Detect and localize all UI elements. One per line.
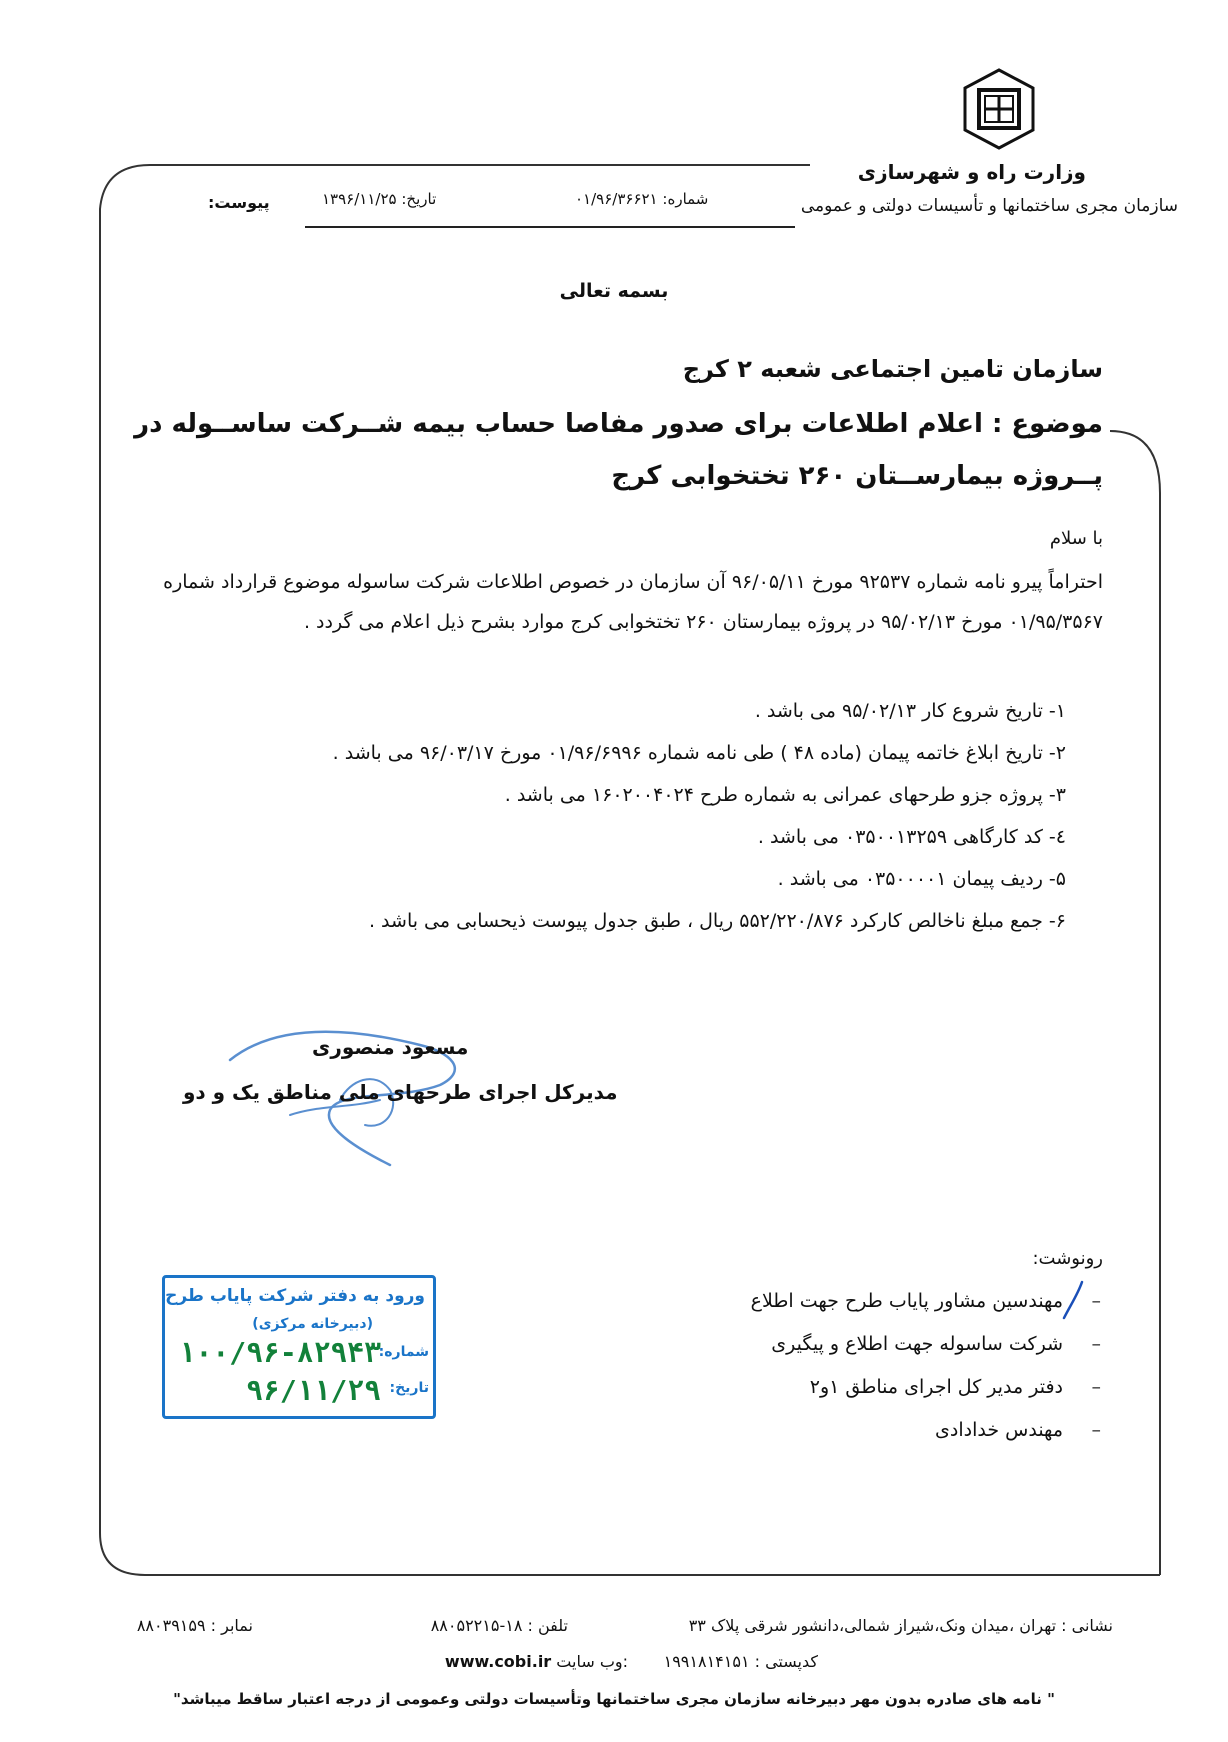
list-item: ۶- جمع مبلغ ناخالص کارکرد ۵۵۲/۲۲۰/۸۷۶ ریال ، طبق جدول پیوست ذیحسابی می باشد . [368, 910, 1066, 932]
attachment-label: پیوست: [208, 193, 270, 212]
header-rule [305, 226, 795, 228]
stamp-date-label: تاریخ: [389, 1380, 429, 1396]
list-item: شرکت ساسوله جهت اطلاع و پیگیری – [363, 1323, 1063, 1366]
list-item: دفتر مدیر کل اجرای مناطق ۱و۲ – [363, 1366, 1063, 1409]
signer-name: مسعود منصوری [312, 1035, 469, 1059]
copies-list [363, 1280, 1063, 1452]
footer-fax: نمابر : ۸۸۰۳۹۱۵۹ [136, 1616, 253, 1635]
list-item: مهندسین مشاور پایاب طرح جهت اطلاع – [363, 1280, 1063, 1323]
list-item: مهندس خدادادی – [363, 1409, 1063, 1452]
list-item: ۳- پروژه جزو طرحهای عمرانی به شماره طرح ۱۶۰۲۰۰۴۰۲۴ می باشد . [504, 784, 1066, 806]
list-item: ۵- ردیف پیمان ۰۳۵۰۰۰۰۱ می باشد . [777, 868, 1066, 890]
letter-date-label: تاریخ: [401, 190, 437, 208]
organization-name: سازمان مجری ساختمانها و تأسیسات دولتی و عمومی [800, 196, 1178, 216]
list-item: ۲- تاریخ ابلاغ خاتمه پیمان (ماده ۴۸ ) طی نامه شماره ۰۱/۹۶/۶۹۹۶ مورخ ۹۶/۰۳/۱۷ می باشد . [332, 742, 1066, 764]
footer-address: نشانی : تهران ،میدان ونک،شیراز شمالی،دانشور شرقی پلاک ۳۳ [688, 1616, 1113, 1635]
letter-date [322, 190, 436, 208]
letter-number-label: شماره: [662, 190, 709, 208]
intro-paragraph: احتراماً پیرو نامه شماره ۹۲۵۳۷ مورخ ۹۶/۰۵/۱۱ آن سازمان در خصوص اطلاعات شرکت ساسوله موضوع قرارداد شماره ۰۱/۹۵/۳۵۶۷ مورخ ۹۵/۰۲/۱۳ در پروژه بیمارستان ۲۶۰ تختخوابی کرج موارد بشرح ذیل اعلام می گردد . [163, 571, 1103, 633]
letter-number-value: ۰۱/۹۶/۳۶۶۲۱ [575, 190, 658, 208]
incoming-stamp [162, 1275, 436, 1419]
signer-title: مدیرکل اجرای طرحهای ملی مناطق یک و دو [183, 1080, 618, 1104]
stamp-subtitle: (دبیرخانه مرکزی) [252, 1316, 373, 1332]
handwritten-check-icon [1060, 1280, 1086, 1320]
stamp-date-value: ۹۶/۱۱/۲۹ [246, 1374, 381, 1407]
copies-title: رونوشت: [1032, 1248, 1103, 1269]
stamp-number-label: شماره: [378, 1344, 429, 1360]
subject-line: موضوع : اعلام اطلاعات برای صدور مفاصا حساب بیمه شــرکت ساســوله در پــروژه بیمارســتان ۲۶۰ تختخوابی کرج [134, 409, 1103, 491]
greeting: با سلام [1049, 528, 1103, 549]
ministry-name: وزارت راه و شهرسازی [857, 160, 1086, 184]
website-label: وب سایت: [556, 1652, 628, 1671]
footer-website [445, 1652, 628, 1671]
stamp-title: ورود به دفتر شرکت پایاب طرح [165, 1286, 425, 1306]
info-items-list [66, 690, 1066, 942]
footer-postal-code: کدپستی : ۱۹۹۱۸۱۴۱۵۱ [663, 1652, 818, 1671]
footer-phone: تلفن : ۱۸-۸۸۰۵۲۲۱۵ [430, 1616, 568, 1635]
list-item: ۱- تاریخ شروع کار ۹۵/۰۲/۱۳ می باشد . [754, 700, 1066, 722]
recipient: سازمان تامین اجتماعی شعبه ۲ کرج [682, 355, 1103, 383]
basmala: بسمه تعالی [559, 280, 669, 302]
footer-disclaimer: " نامه های صادره بدون مهر دبیرخانه سازمان مجری ساختمانها وتأسیسات دولتی وعمومی از درجه اعتبار ساقط میباشد" [173, 1690, 1055, 1708]
ministry-logo-icon [963, 68, 1035, 150]
stamp-number-value: ۱۰۰/۹۶-۸۲۹۴۳ [178, 1336, 381, 1369]
letter-date-value: ۱۳۹۶/۱۱/۲۵ [322, 190, 397, 208]
list-item: ٤- کد کارگاهی ۰۳۵۰۰۱۳۲۵۹ می باشد . [757, 826, 1066, 848]
letter-number [575, 190, 708, 208]
website-link[interactable]: www.cobi.ir [444, 1652, 552, 1671]
